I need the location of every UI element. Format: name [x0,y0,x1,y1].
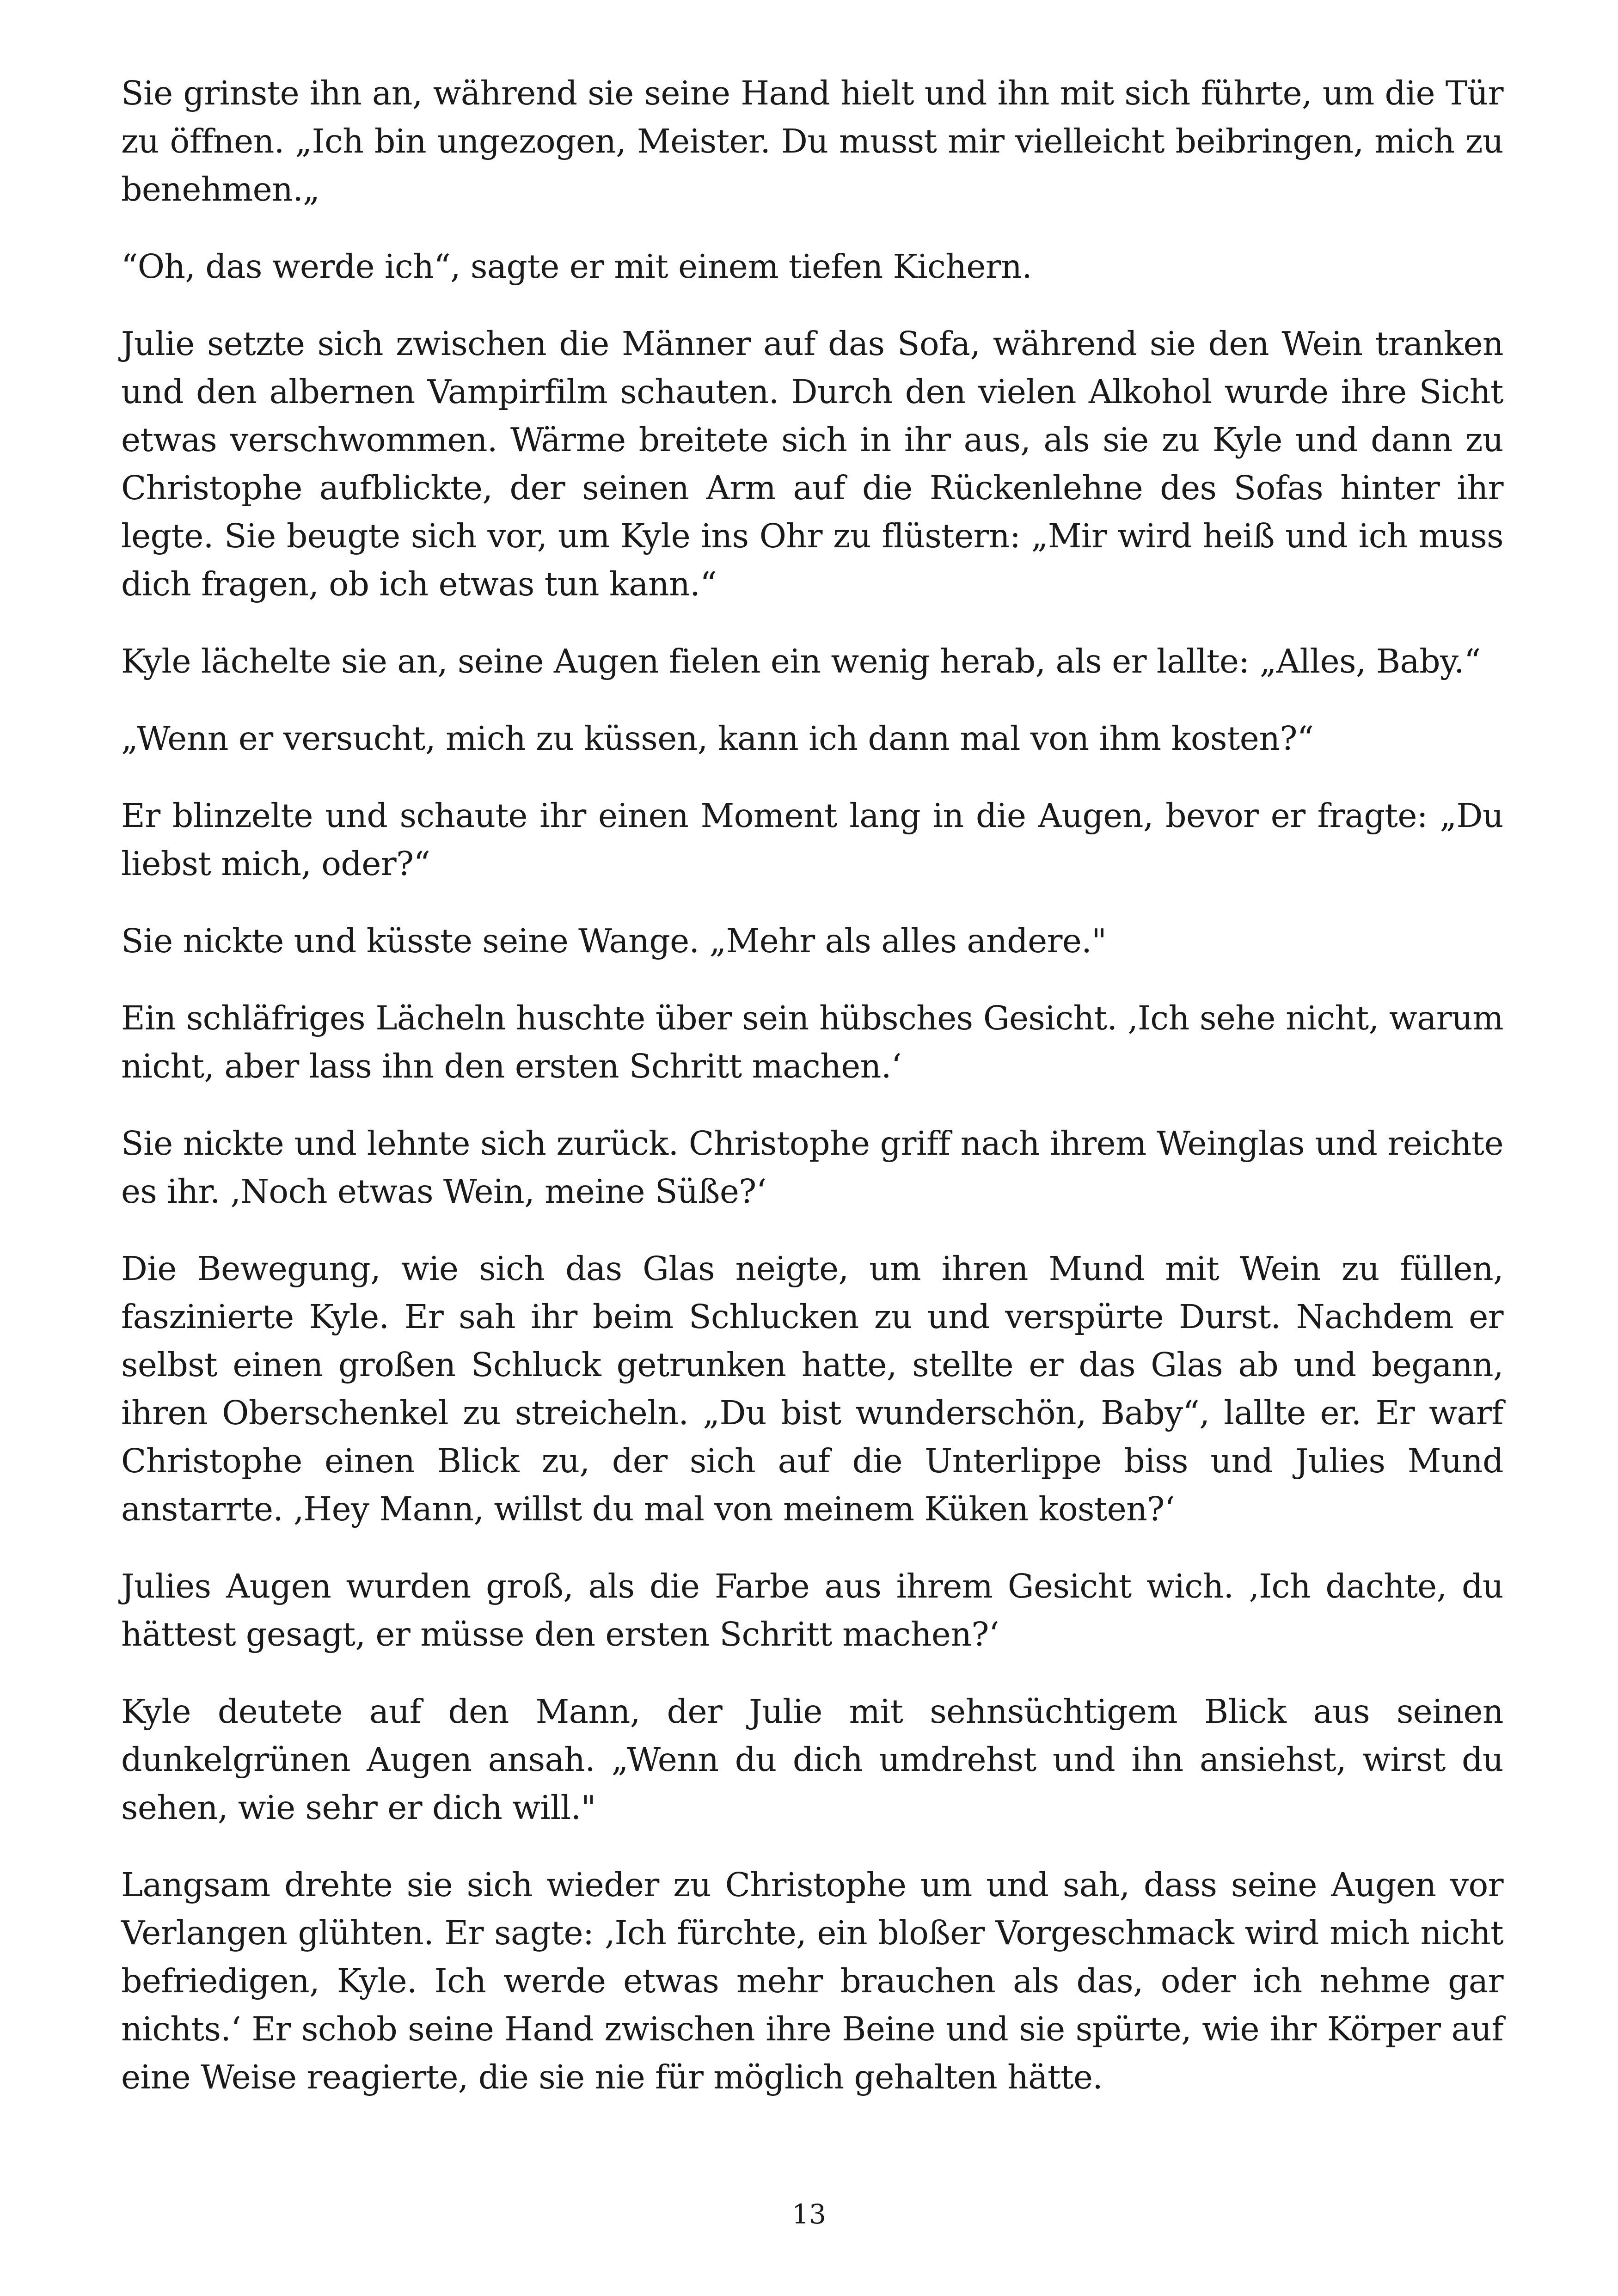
paragraph-7: Sie nickte und küsste seine Wange. „Mehr als alles andere." [121,922,1107,960]
paragraph-1: Sie grinste ihn an, während sie seine Hand hielt und ihn mit sich führte, um die Tür zu öffnen. „Ich bin ungezogen, Meister. Du musst mir vielleicht beibringen, mich zu benehmen.„ [121,74,1503,208]
paragraph-9: Sie nickte und lehnte sich zurück. Christophe griff nach ihrem Weinglas und reichte es ihr. ‚Noch etwas Wein, meine Süße?‘ [121,1124,1503,1211]
paragraph-12: Kyle deutete auf den Mann, der Julie mit sehnsüchtigem Blick aus seinen dunkelgrünen Augen ansah. „Wenn du dich umdrehst und ihn ansiehst, wirst du sehen, wie sehr er dich will." [121,1692,1503,1827]
paragraph-11: Julies Augen wurden groß, als die Farbe aus ihrem Gesicht wich. ‚Ich dachte, du hättest gesagt, er müsse den ersten Schritt machen?‘ [121,1567,1503,1653]
paragraph-13: Langsam drehte sie sich wieder zu Christophe um und sah, dass seine Augen vor Verlangen glühten. Er sagte: ‚Ich fürchte, ein bloßer Vorgeschmack wird mich nicht befriedigen, Kyle. Ich werde etwas mehr brauchen als das, oder ich nehme gar nichts.‘ Er schob seine Hand zwischen ihre Beine und sie spürte, wie ihr Körper auf eine Weise reagierte, die sie nie für möglich gehalten hätte. [121,1866,1503,2096]
paragraph-4: Kyle lächelte sie an, seine Augen fielen ein wenig herab, als er lallte: „Alles, Baby.“ [121,642,1481,680]
paragraph-8: Ein schläfriges Lächeln huschte über sein hübsches Gesicht. ‚Ich sehe nicht, warum nicht, aber lass ihn den ersten Schritt machen.‘ [121,999,1503,1085]
paragraph-2: “Oh, das werde ich“, sagte er mit einem tiefen Kichern. [121,247,1032,286]
paragraph-10: Die Bewegung, wie sich das Glas neigte, um ihren Mund mit Wein zu füllen, faszinierte Kyle. Er sah ihr beim Schlucken zu und verspürte Durst. Nachdem er selbst einen großen Schluck getrunken hatte, stellte er das Glas ab und begann, ihren Oberschenkel zu streicheln. „Du bist wunderschön, Baby“, lallte er. Er warf Christophe einen Blick zu, der sich auf die Unterlippe biss und Julies Mund anstarrte. ‚Hey Mann, willst du mal von meinem Küken kosten?‘ [121,1249,1503,1528]
paragraph-5: „Wenn er versucht, mich zu küssen, kann ich dann mal von ihm kosten?“ [121,719,1314,758]
paragraph-3: Julie setzte sich zwischen die Männer auf das Sofa, während sie den Wein tranken und den albernen Vampirfilm schauten. Durch den vielen Alkohol wurde ihre Sicht etwas verschwommen. Wärme breitete sich in ihr aus, als sie zu Kyle und dann zu Christophe aufblickte, der seinen Arm auf die Rückenlehne des Sofas hinter ihr legte. Sie beugte sich vor, um Kyle ins Ohr zu flüstern: „Mir wird heiß und ich muss dich fragen, ob ich etwas tun kann.“ [121,325,1503,603]
text-body [121,69,1503,2131]
page-number: 13 [792,2198,826,2230]
paragraph-6: Er blinzelte und schaute ihr einen Moment lang in die Augen, bevor er fragte: „Du liebst mich, oder?“ [121,796,1503,883]
